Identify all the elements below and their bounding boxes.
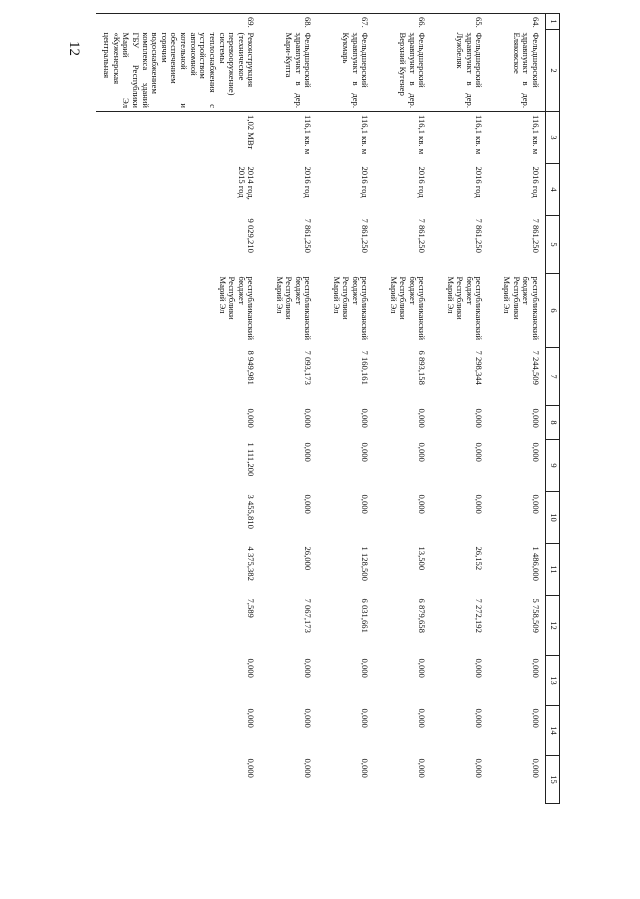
value: 7 861,250 — [303, 218, 314, 253]
table-row — [97, 14, 261, 804]
object-name: Фельдшерский здравпункт в дер. Кукмарь — [318, 30, 375, 112]
value: 9 029,210 — [246, 218, 257, 253]
col-header: 6 — [546, 274, 560, 348]
value: 7 244,509 — [531, 350, 541, 385]
value: 0,000 — [303, 708, 314, 728]
table-row — [261, 14, 318, 804]
value: 7 861,250 — [531, 218, 541, 253]
row-number: 64. — [489, 14, 546, 30]
value: 0,000 — [474, 408, 485, 428]
capacity: 116,1 кв. м — [417, 115, 428, 155]
table-row — [432, 14, 489, 804]
value: 0,000 — [531, 658, 541, 678]
value: 0,000 — [417, 442, 428, 462]
value: 0,000 — [303, 442, 314, 462]
capacity: 116,1 кв. м — [360, 115, 371, 155]
page-number: 12 — [66, 41, 82, 56]
value: 0,000 — [246, 758, 257, 778]
value: 0,000 — [360, 442, 371, 462]
value: 0,000 — [531, 758, 541, 778]
value: 0,000 — [417, 758, 428, 778]
value: 0,000 — [531, 494, 541, 514]
value: 0,000 — [417, 658, 428, 678]
value: 7 861,250 — [360, 218, 371, 253]
value: 0,000 — [246, 408, 257, 428]
value: 1 486,000 — [531, 546, 541, 581]
period: 2016 год — [474, 166, 485, 198]
row-number: 67. — [318, 14, 375, 30]
col-header: 4 — [546, 164, 560, 216]
value: 26,000 — [303, 546, 314, 571]
value: 0,000 — [474, 442, 485, 462]
period: 2014 год, 2015 год — [236, 166, 257, 200]
value: 4 375,382 — [246, 546, 257, 581]
period: 2016 год — [303, 166, 314, 198]
header-row — [546, 14, 560, 804]
funding-source: республиканский бюджет Республики Марий Эл — [388, 276, 428, 341]
row-number: 65. — [432, 14, 489, 30]
capacity: 116,1 кв. м — [303, 115, 314, 155]
value: 0,000 — [417, 708, 428, 728]
value: 0,000 — [531, 708, 541, 728]
value: 0,000 — [303, 494, 314, 514]
value: 6 879,658 — [417, 598, 428, 633]
capacity: 116,1 кв. м — [474, 115, 485, 155]
col-header: 2 — [546, 30, 560, 112]
budget-table — [97, 13, 561, 804]
row-number: 69. — [97, 14, 261, 30]
value: 6 031,661 — [360, 598, 371, 633]
period: 2016 год — [360, 166, 371, 198]
table-row — [375, 14, 432, 804]
col-header: 15 — [546, 756, 560, 804]
value: 8 949,981 — [246, 350, 257, 385]
table-row — [489, 14, 546, 804]
value: 0,000 — [474, 494, 485, 514]
table-row — [318, 14, 375, 804]
value: 0,000 — [246, 708, 257, 728]
period: 2016 год — [417, 166, 428, 198]
value: 0,000 — [531, 408, 541, 428]
value: 0,000 — [360, 758, 371, 778]
col-header: 5 — [546, 216, 560, 274]
value: 7 093,173 — [303, 350, 314, 385]
row-number: 68. — [261, 14, 318, 30]
value: 7 298,344 — [474, 350, 485, 385]
value: 0,000 — [417, 408, 428, 428]
value: 1 128,500 — [360, 546, 371, 581]
col-header: 9 — [546, 440, 560, 492]
value: 7 067,173 — [303, 598, 314, 633]
funding-source: республиканский бюджет Республики Марий Эл — [217, 276, 257, 341]
value: 1 111,200 — [246, 442, 257, 477]
funding-source: республиканский бюджет Республики Марий Эл — [502, 276, 541, 341]
col-header: 11 — [546, 544, 560, 596]
value: 0,000 — [303, 758, 314, 778]
value: 0,000 — [360, 658, 371, 678]
value: 0,000 — [474, 758, 485, 778]
object-name: Фельдшерский здравпункт в дер. Еляковское — [489, 30, 546, 112]
col-header: 8 — [546, 406, 560, 440]
row-number: 66. — [375, 14, 432, 30]
value: 0,000 — [531, 442, 541, 462]
value: 0,000 — [246, 658, 257, 678]
object-name: Фельдшерский здравпункт в дер. Верхний Кугенер — [375, 30, 432, 112]
value: 13,500 — [417, 546, 428, 571]
value: 7 861,250 — [474, 218, 485, 253]
funding-source: республиканский бюджет Республики Марий Эл — [331, 276, 371, 341]
rotated-table-container — [97, 13, 561, 804]
value: 7 272,192 — [474, 598, 485, 633]
object-name: Фельдшерский здравпункт в дер. Лужбеляк — [432, 30, 489, 112]
col-header: 7 — [546, 348, 560, 406]
col-header: 12 — [546, 596, 560, 656]
value: 3 455,810 — [246, 494, 257, 529]
value: 26,152 — [474, 546, 485, 571]
capacity: 116,1 кв. м — [531, 115, 541, 155]
col-header: 3 — [546, 112, 560, 164]
value: 0,000 — [360, 494, 371, 514]
funding-source: республиканский бюджет Республики Марий Эл — [445, 276, 485, 341]
value: 7,589 — [246, 598, 257, 618]
period: 2016 год — [531, 166, 541, 198]
value: 6 893,158 — [417, 350, 428, 385]
value: 0,000 — [360, 408, 371, 428]
value: 0,000 — [417, 494, 428, 514]
funding-source: республиканский бюджет Республики Марий Эл — [274, 276, 314, 341]
object-name: Реконструкция (техническое перевооружение) системы теплоснабжения с устройством автономной котельной и обеспечением горячим водоснабжением комплекса зданий ГБУ Республики Марий Эл «Куженерская центральная — [97, 30, 261, 112]
value: 5 758,509 — [531, 598, 541, 633]
col-header: 14 — [546, 706, 560, 756]
col-header: 13 — [546, 656, 560, 706]
value: 0,000 — [360, 708, 371, 728]
capacity: 1,02 МВт — [246, 115, 257, 150]
value: 7 861,250 — [417, 218, 428, 253]
object-name: Фельдшерский здравпункт в дер. Мари-Купта — [261, 30, 318, 112]
value: 0,000 — [303, 658, 314, 678]
value: 7 160,161 — [360, 350, 371, 385]
col-header: 10 — [546, 492, 560, 544]
col-header: 1 — [546, 14, 560, 30]
value: 0,000 — [474, 708, 485, 728]
value: 0,000 — [474, 658, 485, 678]
value: 0,000 — [303, 408, 314, 428]
